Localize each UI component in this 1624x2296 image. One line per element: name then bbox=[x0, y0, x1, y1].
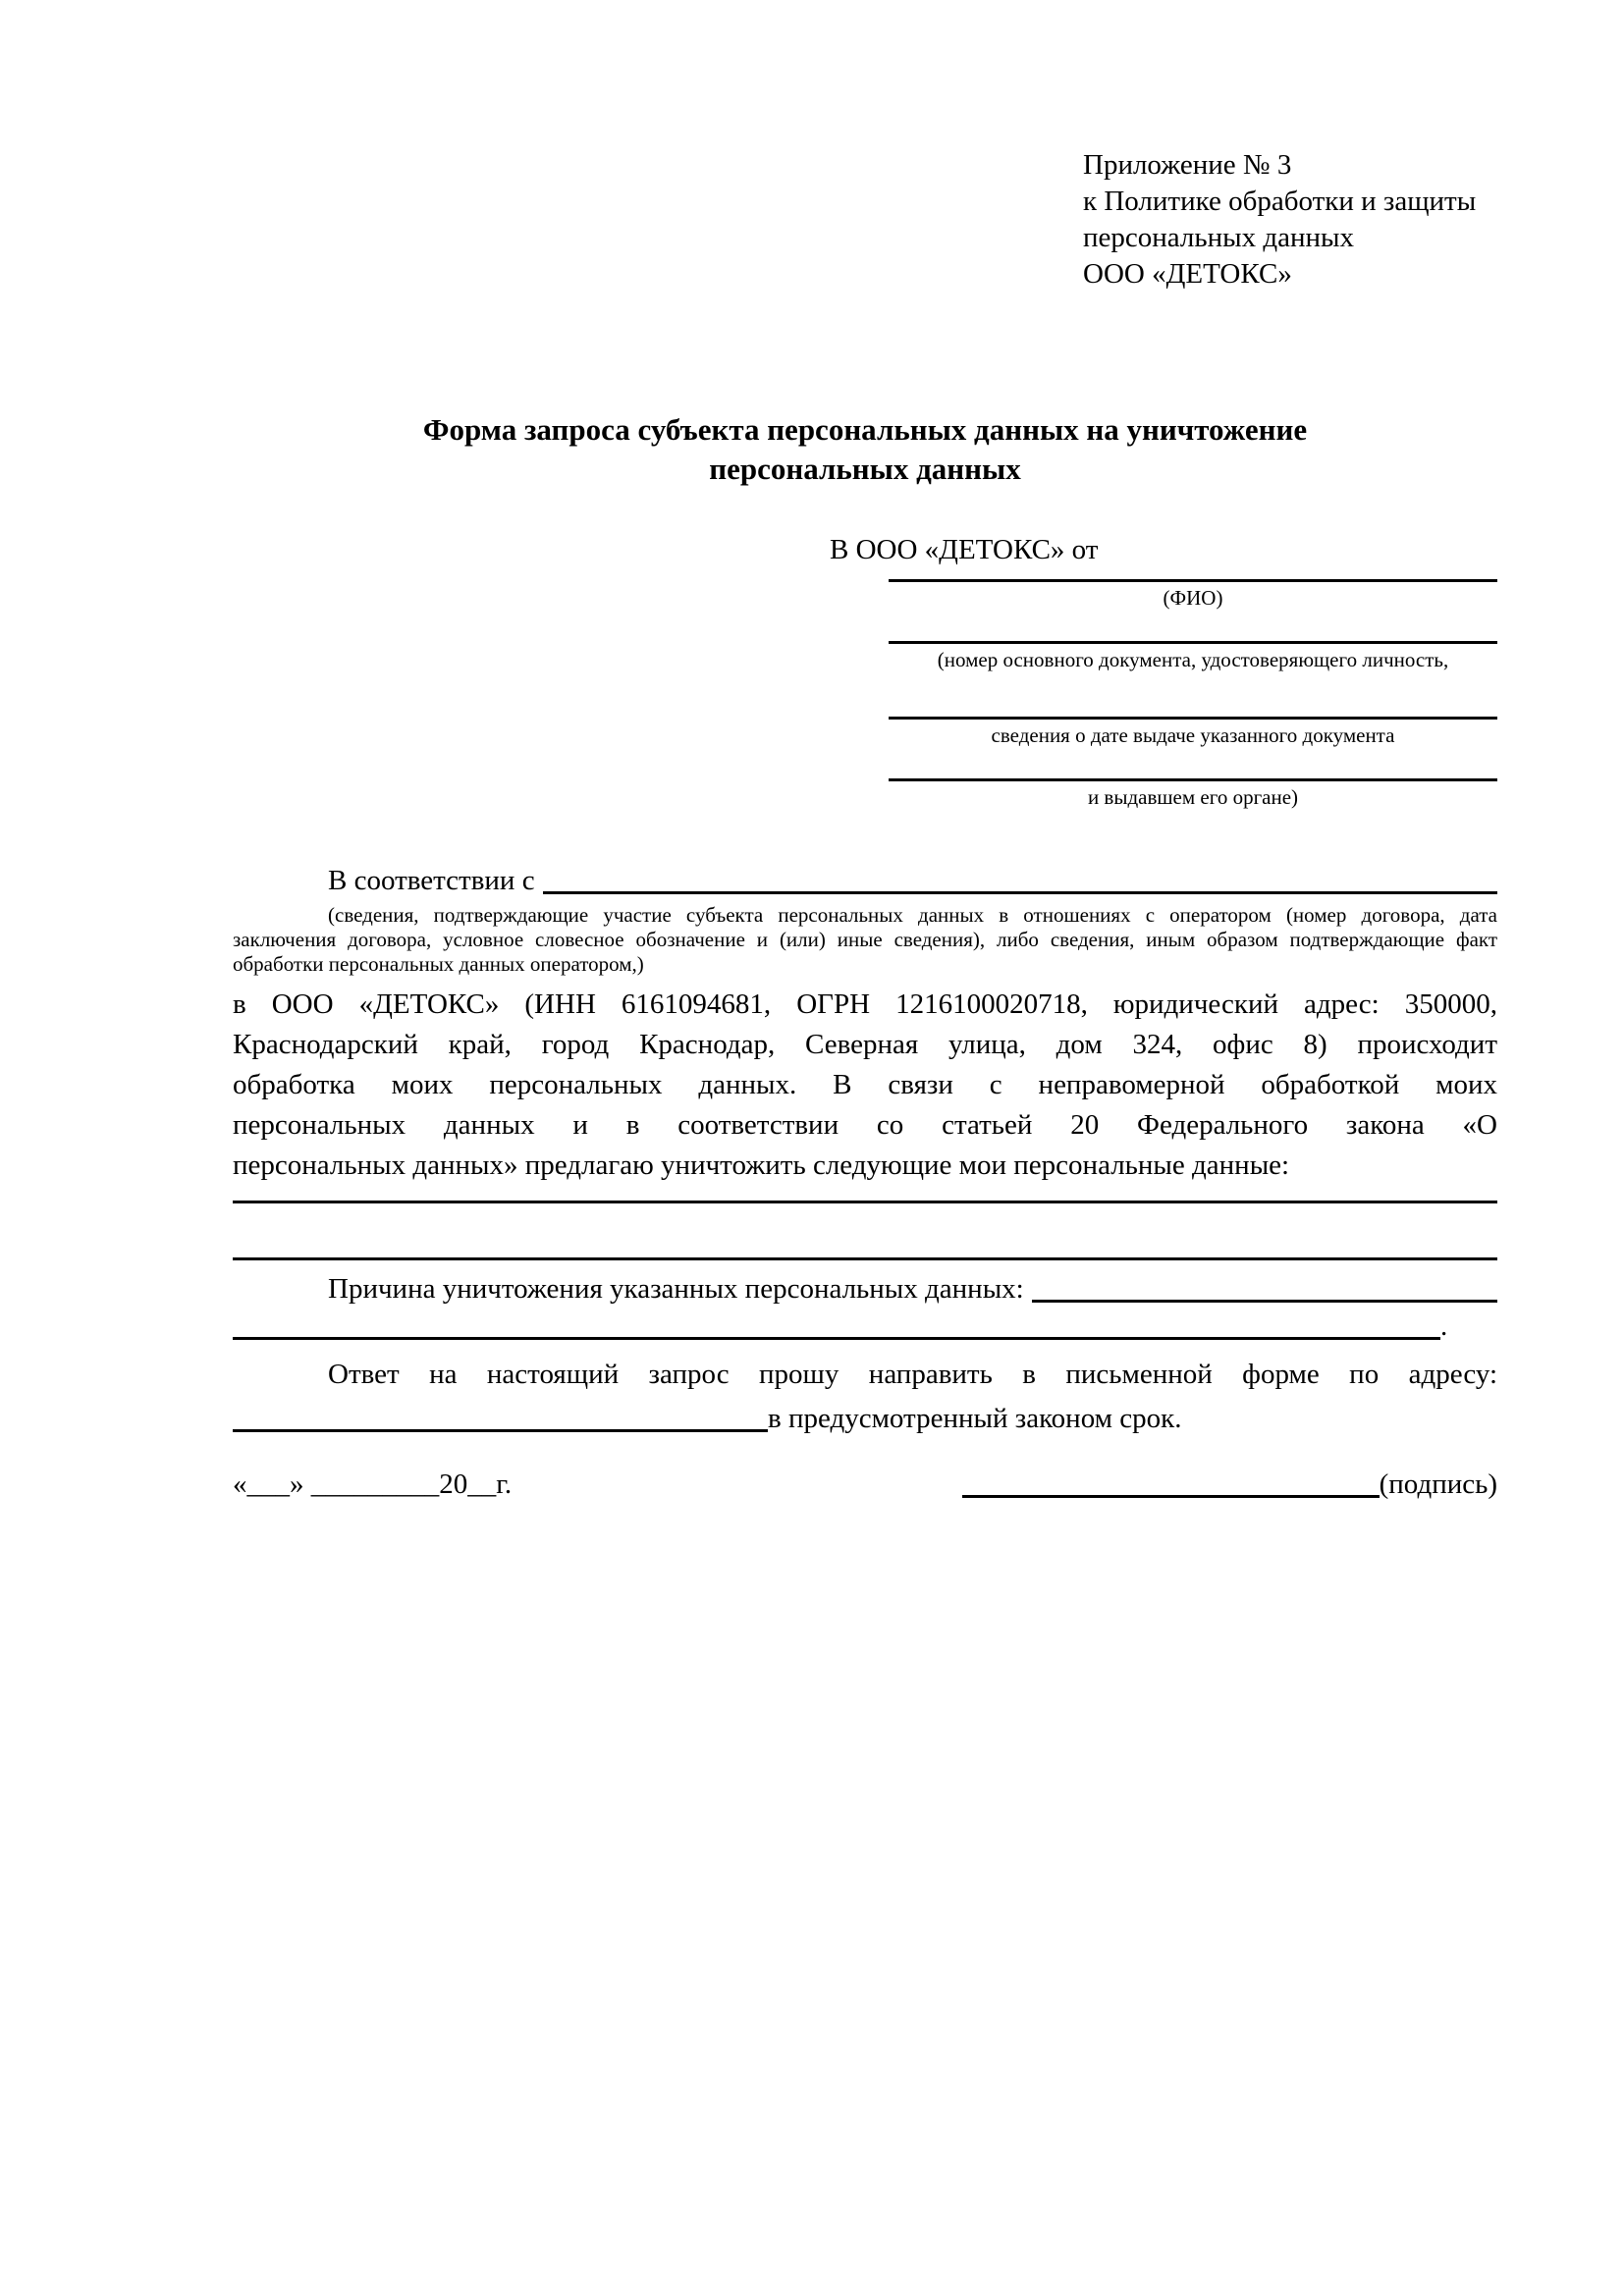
id-document-number-field bbox=[889, 641, 1497, 672]
body-paragraph bbox=[233, 985, 1497, 1186]
reply-term-text: в предусмотренный законом срок. bbox=[768, 1403, 1182, 1434]
personal-data-list-input-line-1[interactable] bbox=[233, 1201, 1497, 1203]
accordance-note bbox=[233, 903, 1497, 977]
accordance-note-line-3: обработки персональных данных оператором,) bbox=[233, 952, 644, 976]
reason-continuation-row bbox=[233, 1306, 1497, 1343]
appendix-block bbox=[1083, 147, 1497, 293]
signature-group bbox=[962, 1468, 1497, 1501]
issuing-authority-field bbox=[889, 778, 1497, 810]
body-line-5: персональных данных» предлагаю уничтожить следующие мои персональные данные: bbox=[233, 1149, 1290, 1181]
issuing-authority-caption: и выдавшем его органе) bbox=[1087, 785, 1299, 809]
fio-field bbox=[889, 579, 1497, 611]
reason-period: . bbox=[1440, 1310, 1448, 1342]
applicant-fields bbox=[889, 579, 1497, 810]
personal-data-list-input-line-2[interactable] bbox=[233, 1257, 1497, 1260]
fio-caption: (ФИО) bbox=[1163, 586, 1223, 610]
reply-address-input-line[interactable] bbox=[233, 1429, 768, 1432]
id-document-number-caption: (номер основного документа, удостоверяющего личность, bbox=[937, 648, 1449, 671]
appendix-line-2: к Политике обработки и защиты bbox=[1083, 186, 1477, 217]
accordance-note-line-1: (сведения, подтверждающие участие субъекта персональных данных в отношениях с оператором (номер договора, дата bbox=[328, 903, 1497, 927]
addressee-line: В ООО «ДЕТОКС» от bbox=[830, 534, 1099, 565]
issue-date-field bbox=[889, 717, 1497, 748]
date-signature-row bbox=[233, 1468, 1497, 1501]
reply-request-line: Ответ на настоящий запрос прошу направить в письменной форме по адресу: bbox=[328, 1359, 1497, 1390]
document-title-line-2: персональных данных bbox=[709, 452, 1021, 486]
reason-label: Причина уничтожения указанных персональных данных: bbox=[328, 1273, 1024, 1305]
date-field[interactable]: «___» _________20__г. bbox=[233, 1468, 513, 1500]
reason-row bbox=[233, 1265, 1497, 1306]
appendix-line-4: ООО «ДЕТОКС» bbox=[1083, 258, 1292, 290]
reply-address-row bbox=[233, 1395, 1497, 1435]
issue-date-caption: сведения о дате выдаче указанного документа bbox=[991, 723, 1395, 747]
accordance-row bbox=[233, 865, 1497, 897]
document-title-line-1: Форма запроса субъекта персональных данных на уничтожение bbox=[422, 412, 1308, 447]
signature-caption: (подпись) bbox=[1379, 1468, 1497, 1500]
body-line-1: в ООО «ДЕТОКС» (ИНН 6161094681, ОГРН 1216100020718, юридический адрес: 350000, bbox=[233, 988, 1497, 1020]
accordance-note-line-2: заключения договора, условное словесное обозначение и (или) иные сведения), либо сведения, иным образом подтверждающие факт bbox=[233, 928, 1497, 951]
body-line-3: обработка моих персональных данных. В связи с неправомерной обработкой моих bbox=[233, 1069, 1497, 1100]
reason-input-line-2[interactable] bbox=[233, 1337, 1440, 1340]
body-line-4: персональных данных и в соответствии со статьей 20 Федерального закона «О bbox=[233, 1109, 1497, 1141]
body-line-2: Краснодарский край, город Краснодар, Северная улица, дом 324, офис 8) происходит bbox=[233, 1029, 1497, 1060]
document-title bbox=[233, 410, 1497, 489]
appendix-line-1: Приложение № 3 bbox=[1083, 149, 1292, 181]
signature-input-line[interactable] bbox=[962, 1495, 1380, 1498]
appendix-line-3: персональных данных bbox=[1083, 222, 1355, 253]
reason-input-line[interactable] bbox=[1032, 1300, 1497, 1303]
accordance-input-line[interactable] bbox=[543, 891, 1497, 894]
accordance-label: В соответствии с bbox=[328, 865, 535, 896]
